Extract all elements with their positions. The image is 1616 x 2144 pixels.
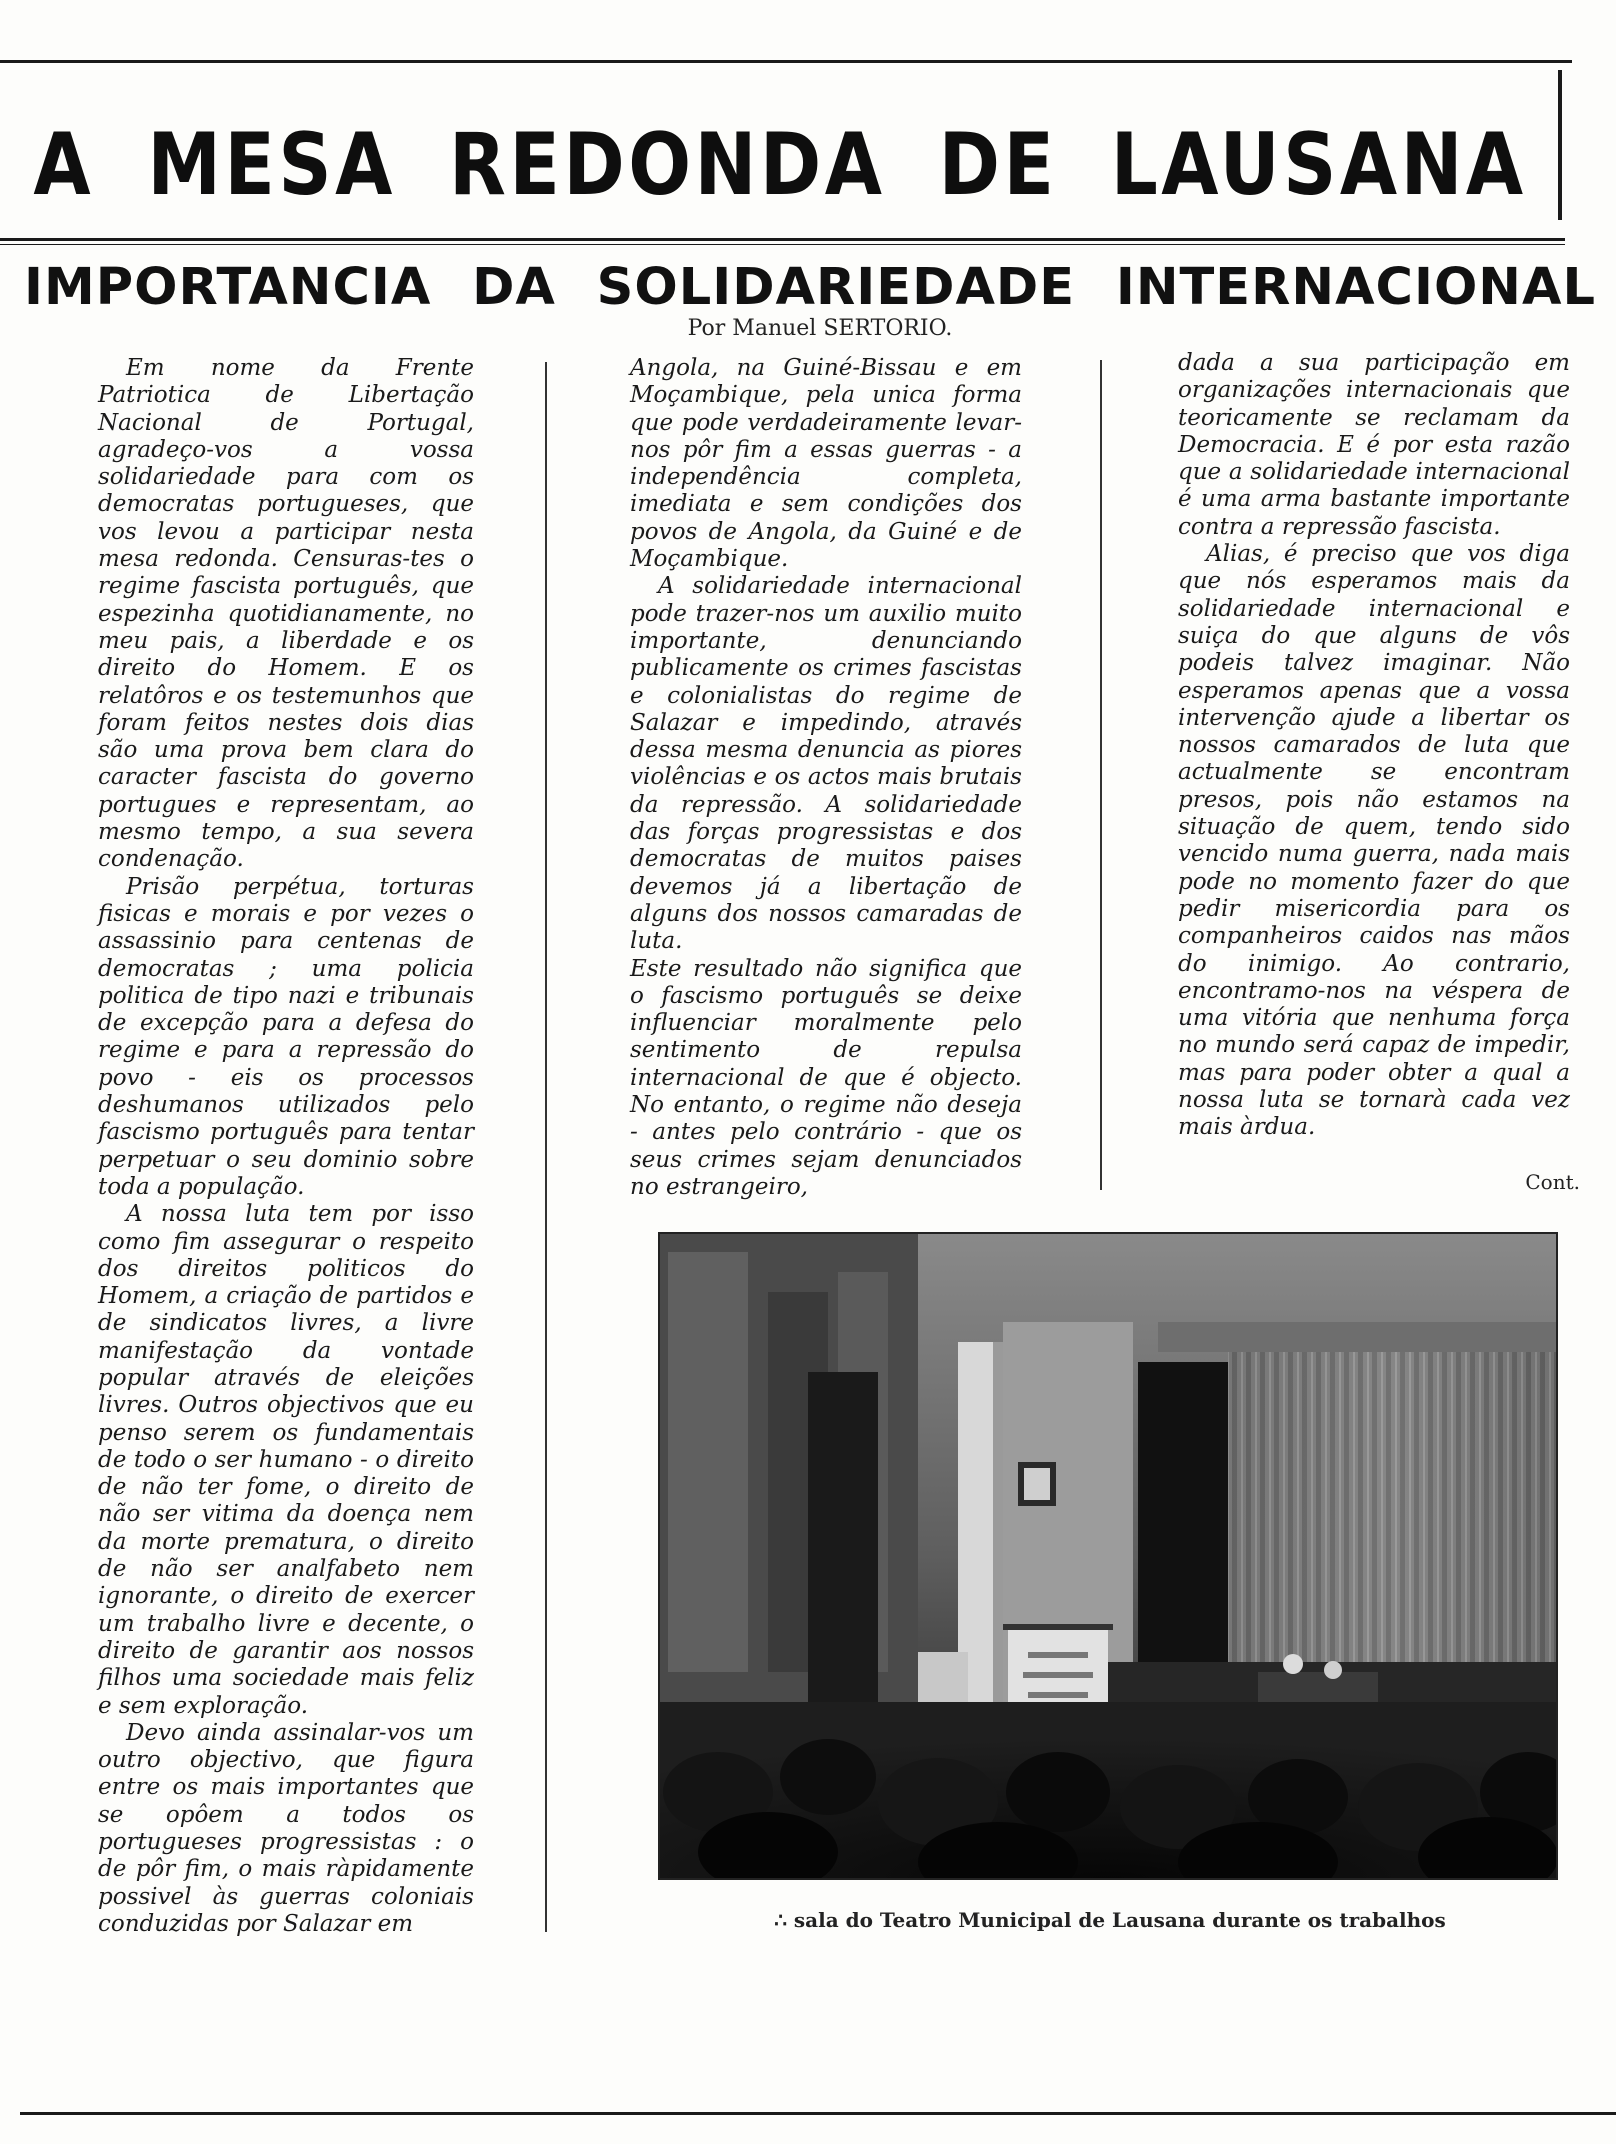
paragraph: Em nome da Frente Patriotica de Libertação Nacional de Portugal, agradeço-vos a vossa solidariedade para com os democratas portugueses, que vos levou a participar nesta mesa redonda. Censuras-tes o regime fascista português, que espezinha quotidianamente, no meu pais, a liberdade e os direito do Homem. E os relatôros e os testemunhos que foram feitos nestes dois dias são uma prova bem clara do caracter fascista do governo portugues e representam, ao mesmo tempo, a sua severa condenação.	[98, 355, 474, 873]
meeting-hall-photo	[658, 1232, 1558, 1880]
paragraph: dada a sua participação em organizações internacionais que teoricamente se reclamam da Democracia. E é por esta razão que a solidariedade internacional é uma arma bastante importante contra a repressão fascista.	[1178, 350, 1570, 540]
article-subtitle: IMPORTANCIA DA SOLIDARIEDADE INTERNACIONAL	[24, 257, 1596, 317]
bottom-rule	[20, 2112, 1616, 2115]
column-divider	[1100, 360, 1102, 1190]
article-column-2	[630, 355, 1022, 1210]
paragraph: Prisão perpétua, torturas fisicas e morais e por vezes o assassinio para centenas de democratas ; uma policia politica de tipo nazi e tribunais de excepção para a defesa do regime e para a repressão do povo - eis os processos deshumanos utilizados pelo fascismo português para tentar perpetuar o seu dominio sobre toda a população.	[98, 873, 474, 1200]
page-title: A MESA REDONDA DE LAUSANA	[33, 115, 1527, 215]
continued-marker: Cont.	[1525, 1170, 1580, 1194]
banner-bottom-rule-thin	[0, 244, 1565, 245]
paragraph: Angola, na Guiné-Bissau e em Moçambique, pela unica forma que pode verdadeiramente levar-nos pôr fim a essas guerras - a independência completa, imediata e sem condições dos povos de Angola, da Guiné e de Moçambique.	[630, 355, 1022, 573]
top-rule	[0, 60, 1572, 63]
banner-bottom-rule	[0, 238, 1565, 241]
article-column-1	[98, 355, 474, 1940]
paragraph: Este resultado não significa que o fascismo português se deixe influenciar moralmente pelo sentimento de repulsa internacional de que é objecto. No entanto, o regime não deseja - antes pelo contrário - que os seus crimes sejam denunciados no estrangeiro,	[630, 955, 1022, 1200]
banner-right-border	[1558, 70, 1562, 220]
column-divider	[545, 362, 547, 1932]
byline: Por Manuel SERTORIO.	[687, 316, 953, 341]
paragraph: A solidariedade internacional pode trazer-nos um auxilio muito importante, denunciando publicamente os crimes fascistas e colonialistas do regime de Salazar e impedindo, através dessa mesma denuncia as piores violências e os actos mais brutais da repressão. A solidariedade das forças progressistas e dos democratas de muitos paises devemos já a libertação de alguns dos nossos camaradas de luta.	[630, 573, 1022, 955]
paragraph: A nossa luta tem por isso como fim assegurar o respeito dos direitos politicos do Homem, a criação de partidos e de sindicatos livres, a livre manifestação da vontade popular através de eleições livres. Outros objectivos que eu penso serem os fundamentais de todo o ser humano - o direito de não ter fome, o direito de não ser vitima da doença nem da morte prematura, o direito de não ser analfabeto nem ignorante, o direito de exercer um trabalho livre e decente, o direito de garantir aos nossos filhos uma sociedade mais feliz e sem exploração.	[98, 1201, 474, 1719]
article-column-3	[1178, 350, 1570, 1165]
paragraph: Devo ainda assinalar-vos um outro objectivo, que figura entre os mais importantes que se opôem a todos os portugueses progressistas : o de pôr fim, o mais ràpidamente possivel às guerras coloniais conduzidas por Salazar em	[98, 1719, 474, 1937]
photo-caption: ∴ sala do Teatro Municipal de Lausana durante os trabalhos	[774, 1908, 1446, 1932]
paragraph: Alias, é preciso que vos diga que nós esperamos mais da solidariedade internacional e suiça do que alguns de vôs podeis talvez imaginar. Não esperamos apenas que a vossa intervenção ajude a libertar os nossos camarados de luta que actualmente se encontram presos, pois não estamos na situação de quem, tendo sido vencido numa guerra, nada mais pode no momento fazer do que pedir misericordia para os companheiros caidos nas mãos do inimigo. Ao contrario, encontramo-nos na véspera de uma vitória que nenhuma força no mundo será capaz de impedir, mas para poder obter a qual a nossa luta se tornarà cada vez mais àrdua.	[1178, 541, 1570, 1141]
